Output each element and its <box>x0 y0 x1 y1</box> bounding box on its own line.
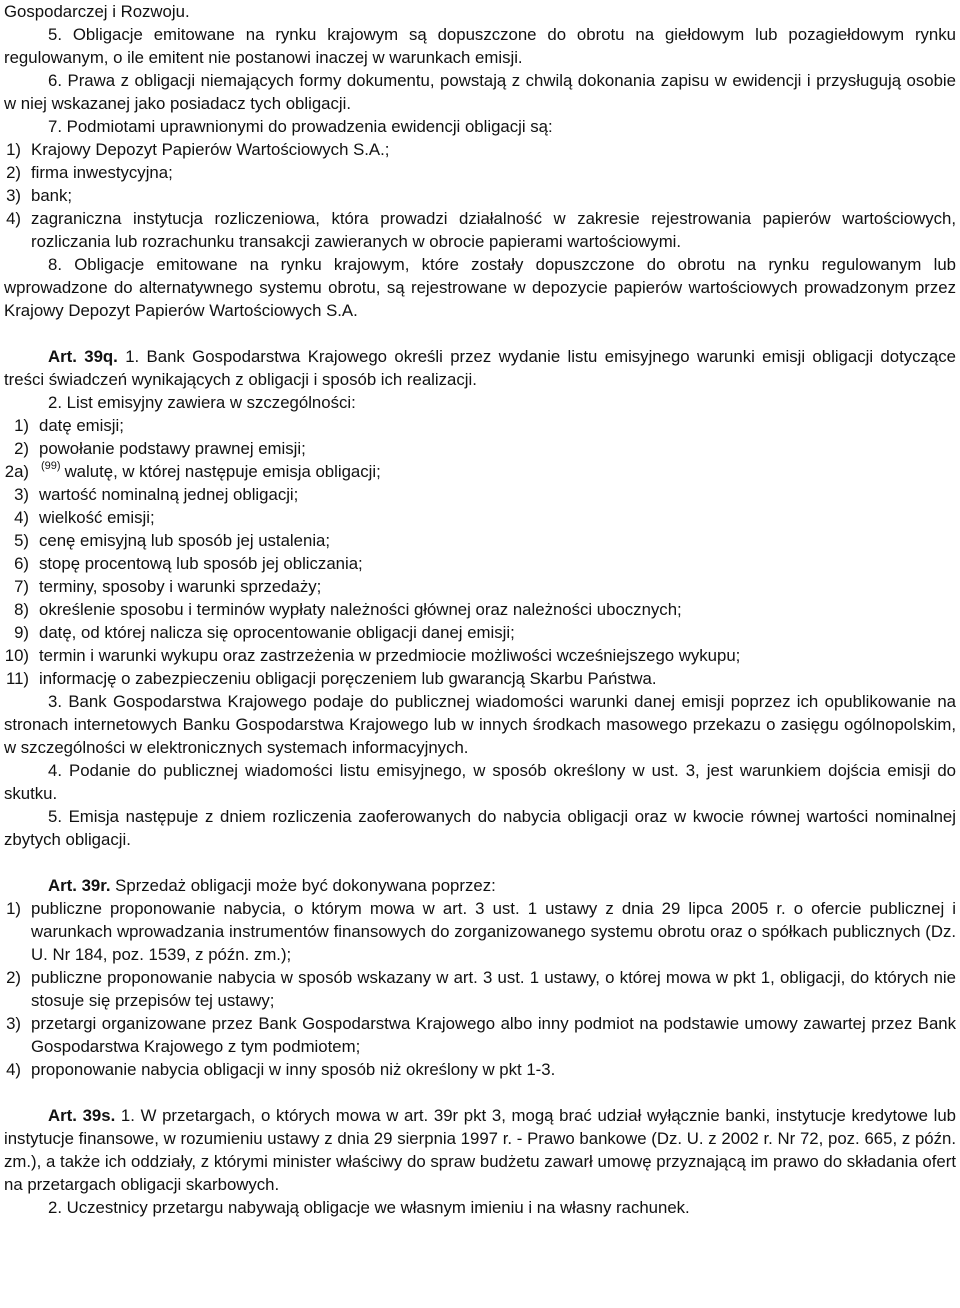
list-text: termin i warunki wykupu oraz zastrzeżenia w przedmiocie możliwości wcześniejszego wykupu; <box>39 646 741 665</box>
paragraph-6: 6. Prawa z obligacji niemających formy dokumentu, powstają z chwilą dokonania zapisu w ewidencji i przysługują osobie w niej wskazanej jako posiadacz tych obligacji. <box>4 71 956 113</box>
list-item <box>4 483 956 506</box>
article-39q-paragraph-5: 5. Emisja następuje z dniem rozliczenia zaoferowanych do nabycia obligacji oraz w kwocie równej wartości nominalnej zbytych obligacji. <box>4 807 956 849</box>
article-text: Sprzedaż obligacji może być dokonywana poprzez: <box>115 876 496 895</box>
article-label: Art. 39r. <box>48 876 111 895</box>
list-text: informację o zabezpieczeniu obligacji poręczeniem lub gwarancją Skarbu Państwa. <box>39 669 657 688</box>
list-text: terminy, sposoby i warunki sprzedaży; <box>39 577 322 596</box>
paragraph-5: 5. Obligacje emitowane na rynku krajowym są dopuszczone do obrotu na giełdowym lub pozagiełdowym rynku regulowanym, o ile emitent nie postanowi inaczej w warunkach emisji. <box>4 25 956 67</box>
list-text: cenę emisyjną lub sposób jej ustalenia; <box>39 531 331 550</box>
list-item <box>4 506 956 529</box>
list-text: określenie sposobu i terminów wypłaty należności głównej oraz należności ubocznych; <box>39 600 682 619</box>
list-text <box>29 460 956 483</box>
spacer <box>4 1081 956 1104</box>
list-number: 3) <box>6 1014 21 1033</box>
list-item <box>4 897 956 966</box>
list-number: 1) <box>14 416 29 435</box>
article-label: Art. 39q. <box>48 347 118 366</box>
article-39s-paragraph-1 <box>4 1104 956 1196</box>
list-number: 3) <box>14 485 29 504</box>
list-item <box>4 161 956 184</box>
list-number: 11) <box>5 669 29 688</box>
list-number: 2a) <box>4 462 29 481</box>
paragraph-7: 7. Podmiotami uprawnionymi do prowadzenia ewidencji obligacji są: <box>48 117 553 136</box>
list-number: 10) <box>4 646 29 665</box>
article-text: 1. W przetargach, o których mowa w art. 39r pkt 3, mogą brać udział wyłącznie banki, instytucje kredytowe lub instytucje finansowe, w rozumieniu ustawy z dnia 29 sierpnia 1997 r. - Prawo bankowe (Dz. U. z 2002 r. Nr 72, poz. 665, z późn. zm.), a także ich oddziały, z którymi minister właściwy do spraw budżetu zawarł umowę przyznającą im prawo do składania ofert na przetargach obligacji skarbowych. <box>4 1106 956 1194</box>
list-number: 5) <box>14 531 29 550</box>
list-number: 2) <box>14 439 29 458</box>
list-item <box>4 667 956 690</box>
list-item <box>4 598 956 621</box>
list-text: zagraniczna instytucja rozliczeniowa, która prowadzi działalność w zakresie rejestrowania papierów wartościowych, rozliczania lub rozrachunku transakcji zawieranych w obrocie papierami wartościowymi. <box>31 209 956 251</box>
list-text: przetargi organizowane przez Bank Gospodarstwa Krajowego albo inny podmiot na podstawie umowy zawartej przez Bank Gospodarstwa Krajowego z tym podmiotem; <box>31 1014 956 1056</box>
list-item <box>4 437 956 460</box>
spacer <box>4 851 956 874</box>
list-text: firma inwestycyjna; <box>31 163 173 182</box>
list-number: 8) <box>14 600 29 619</box>
list-text: wartość nominalną jednej obligacji; <box>39 485 299 504</box>
list-number: 4) <box>14 508 29 527</box>
article-39q-paragraph-3: 3. Bank Gospodarstwa Krajowego podaje do publicznej wiadomości warunki danej emisji poprzez ich opublikowanie na stronach internetowych Banku Gospodarstwa Krajowego lub w innych środkach masowego przekazu o zasięgu ogólnopolskim, w szczególności w elektronicznych systemach informacyjnych. <box>4 692 956 757</box>
article-39r-list <box>4 897 956 1081</box>
list-number: 1) <box>6 140 21 159</box>
list-item <box>4 1058 956 1081</box>
list-item <box>4 1012 956 1058</box>
list-number: 4) <box>6 209 21 228</box>
list-item <box>4 184 956 207</box>
list-item <box>4 575 956 598</box>
paragraph-8: 8. Obligacje emitowane na rynku krajowym, które zostały dopuszczone do obrotu na rynku regulowanym lub wprowadzone do alternatywnego systemu obrotu, są rejestrowane w depozycie papierów wartościowych prowadzonym przez Krajowy Depozyt Papierów Wartościowych S.A. <box>4 255 956 320</box>
list-item <box>4 529 956 552</box>
list-number: 6) <box>14 554 29 573</box>
article-39q-paragraph-2: 2. List emisyjny zawiera w szczególności: <box>48 393 356 412</box>
list-number: 4) <box>6 1060 21 1079</box>
article-39s-paragraph-2: 2. Uczestnicy przetargu nabywają obligacje we własnym imieniu i na własny rachunek. <box>48 1198 690 1217</box>
list-text-body: walutę, w której następuje emisja obligacji; <box>64 462 381 481</box>
list-item <box>4 552 956 575</box>
p7-list <box>4 138 956 253</box>
list-item <box>4 966 956 1012</box>
article-label: Art. 39s. <box>48 1106 116 1125</box>
article-39q-list <box>4 414 956 690</box>
list-text: wielkość emisji; <box>39 508 155 527</box>
list-text: publiczne proponowanie nabycia, o którym mowa w art. 3 ust. 1 ustawy z dnia 29 lipca 2005 r. o ofercie publicznej i warunkach wprowadzania instrumentów finansowych do zorganizowanego systemu obrotu oraz o spółkach publicznych (Dz. U. Nr 184, poz. 1539, z późn. zm.); <box>31 899 956 964</box>
list-text: Krajowy Depozyt Papierów Wartościowych S.A.; <box>31 140 390 159</box>
list-item <box>4 460 956 483</box>
list-number: 3) <box>6 186 21 205</box>
list-item <box>4 138 956 161</box>
spacer <box>4 322 956 345</box>
list-text: publiczne proponowanie nabycia w sposób wskazany w art. 3 ust. 1 ustawy, o której mowa w pkt 1, obligacji, do których nie stosuje się przepisów tej ustawy; <box>31 968 956 1010</box>
article-39q-paragraph-4: 4. Podanie do publicznej wiadomości listu emisyjnego, w sposób określony w ust. 3, jest warunkiem dojścia emisji do skutku. <box>4 761 956 803</box>
list-item <box>4 207 956 253</box>
list-text: datę emisji; <box>39 416 124 435</box>
list-number: 9) <box>14 623 29 642</box>
list-text: stopę procentową lub sposób jej obliczania; <box>39 554 363 573</box>
list-number: 2) <box>6 968 21 987</box>
list-number: 2) <box>6 163 21 182</box>
list-item <box>4 621 956 644</box>
article-39r-intro <box>4 874 956 897</box>
list-text: datę, od której nalicza się oprocentowanie obligacji danej emisji; <box>39 623 515 642</box>
text-line-continuation: Gospodarczej i Rozwoju. <box>4 2 190 21</box>
list-item <box>4 644 956 667</box>
article-text: 1. Bank Gospodarstwa Krajowego określi przez wydanie listu emisyjnego warunki emisji obligacji dotyczące treści świadczeń wynikających z obligacji i sposób ich realizacji. <box>4 347 956 389</box>
list-text: bank; <box>31 186 73 205</box>
list-text: powołanie podstawy prawnej emisji; <box>39 439 306 458</box>
list-text: proponowanie nabycia obligacji w inny sposób niż określony w pkt 1-3. <box>31 1060 556 1079</box>
article-39q-paragraph-1 <box>4 345 956 391</box>
footnote-marker: (99) <box>41 460 61 472</box>
list-number: 1) <box>6 899 21 918</box>
list-item <box>4 414 956 437</box>
list-number: 7) <box>14 577 29 596</box>
